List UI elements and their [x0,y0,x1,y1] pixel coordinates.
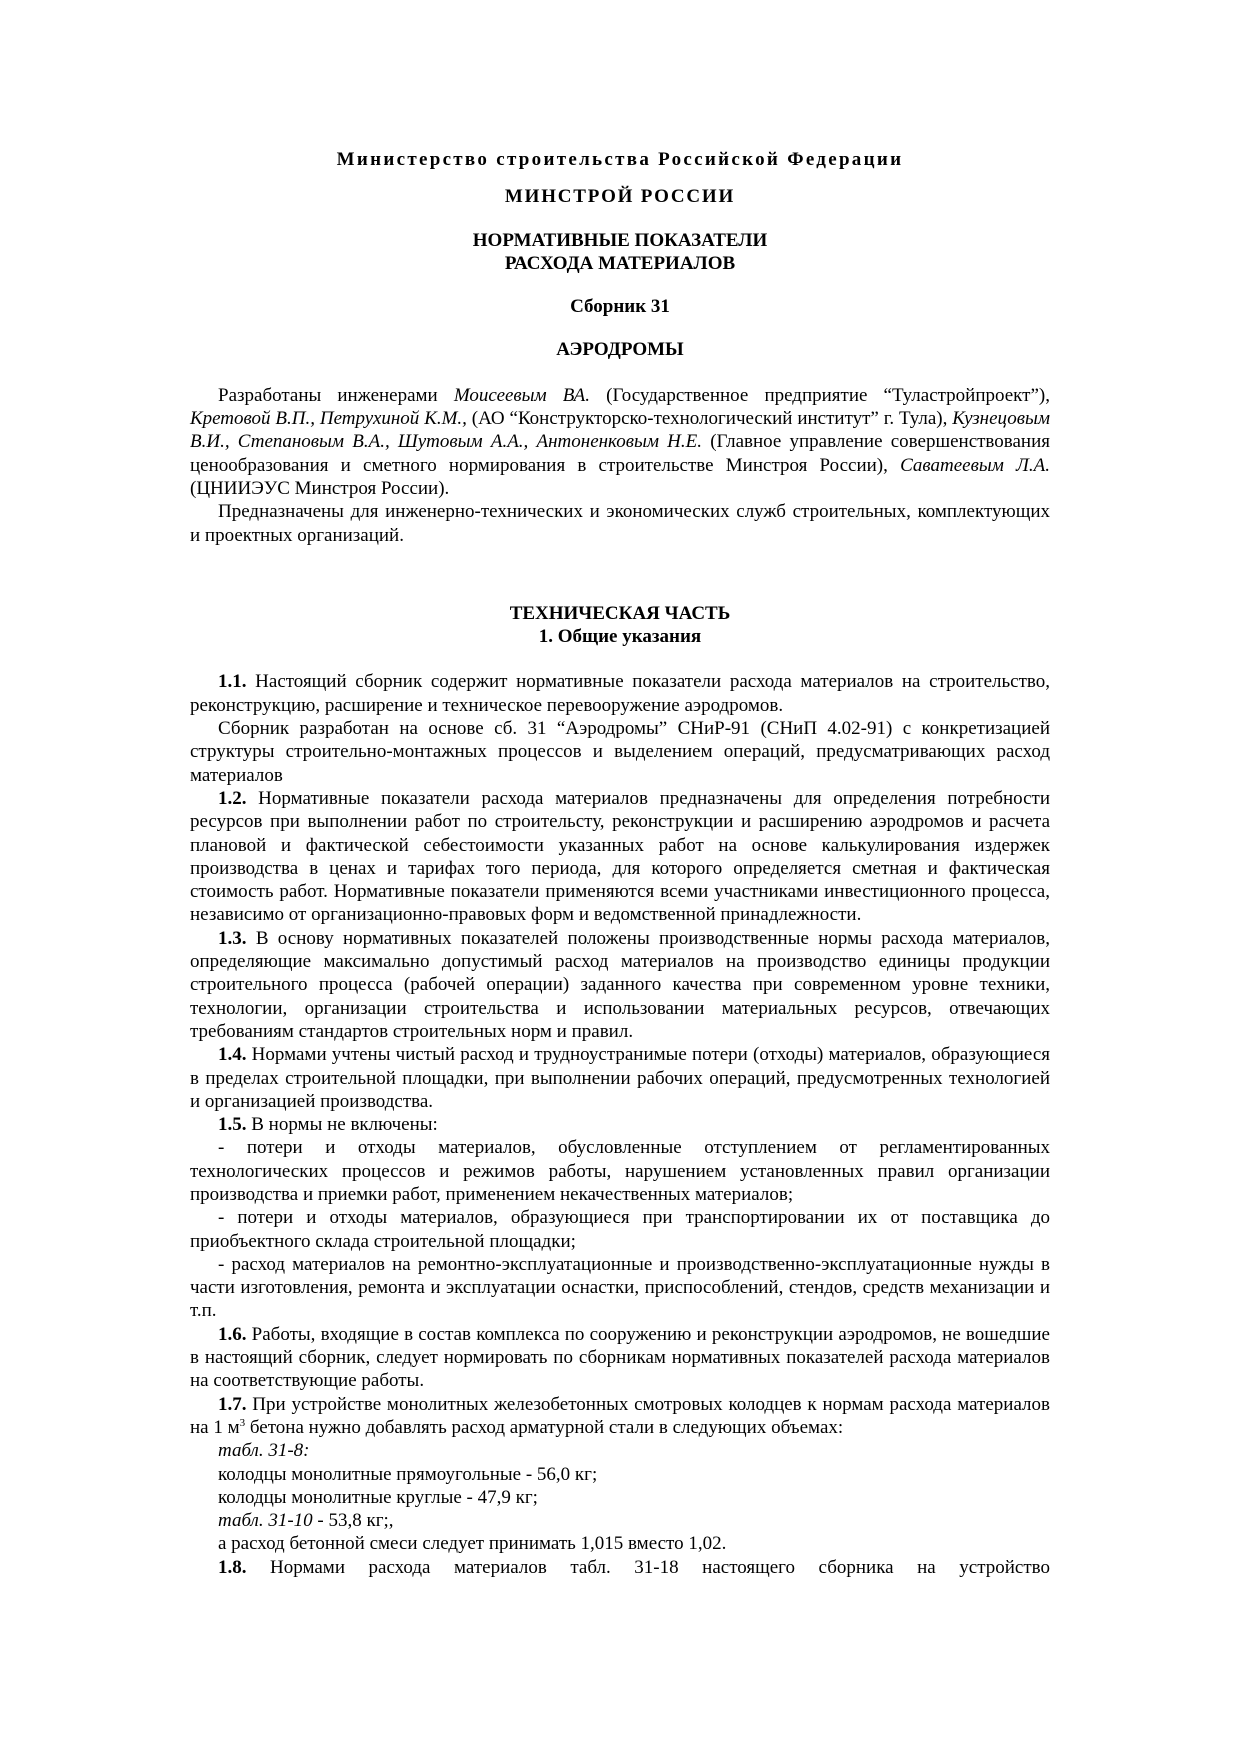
item-1-5-number: 1.5. [218,1114,247,1136]
item-1-3-text: В основу нормативных показателей положены производственные нормы расхода материалов, определяющие максимально допустимый расход материалов на производство единицы продукции строительного процесса (рабочей операции) заданного качества при современном уровне техники, технологии, организации строительства и использовании материальных ресурсов, отвечающих требованиям стандартов строительных норм и правил. [190,927,1050,1042]
developers-text-4: (Главное управление совершенствования ценообразования и сметного нормирования в строительстве Минстроя России), [190,431,1050,476]
cubic-superscript: 3 [239,1416,246,1429]
item-1-6 [190,1323,1050,1393]
item-1-5-dash-1: - потери и отходы материалов, обусловленные отступлением от регламентированных технологических процессов и режимов работы, нарушением установленных правил организации производства и приемки работ, применением некачественных материалов; [190,1137,1050,1205]
rect-wells-line: колодцы монолитные прямоугольные - 56,0 кг; [218,1463,598,1485]
developer-name-3: Кузнецовым В.И., Степановым В.А., Шутовым А.А., Антоненковым Н.Е. [190,408,1050,453]
developer-name-2: Кретовой В.П., Петрухиной К.М., [190,408,467,430]
round-wells-line: колодцы монолитные круглые - 47,9 кг; [218,1486,538,1508]
table-31-10-line [190,1509,1050,1532]
item-1-8-text: Нормами расхода материалов табл. 31-18 настоящего сборника на устройство [246,1556,1050,1578]
purpose-paragraph: Предназначены для инженерно-технических и экономических служб строительных, комплектующих и проектных организаций. [190,501,1050,546]
item-1-7 [190,1393,1050,1440]
item-1-5-dash-3: - расход материалов на ремонтно-эксплуатационные и производственно-эксплуатационные нужды в части изготовления, ремонта и эксплуатации оснастки, приспособлений, стендов, средств механизации и т.п. [190,1253,1050,1322]
item-1-3-number: 1.3. [218,927,247,949]
developers-text-5: (ЦНИИЭУС Минстроя России). [190,477,450,499]
developer-name-1: Моисеевым ВА. [453,384,591,406]
table-31-8-label: табл. 31-8: [218,1440,310,1462]
subject-heading: АЭРОДРОМЫ [556,339,684,361]
developers-paragraph [190,384,1050,500]
item-1-6-number: 1.6. [218,1323,247,1345]
ministry-heading: Министерство строительства Российской Федерации [336,149,904,170]
item-1-1-basis: Сборник разработан на основе сб. 31 “Аэродромы” СНиР-91 (СНиП 4.02-91) с конкретизацией структуры строительно-монтажных процессов и выделением операций, предусматривающих расход материалов [190,718,1050,786]
developers-text-1: Разработаны инженерами [218,384,454,406]
item-1-8-number: 1.8. [218,1556,247,1578]
item-1-5 [190,1113,1050,1136]
item-1-5-dash-2: - потери и отходы материалов, образующиеся при транспортировании их от поставщика до приобъектного склада строительной площадки; [190,1207,1050,1252]
title-line-2: РАСХОДА МАТЕРИАЛОВ [504,252,736,274]
developers-text-2: (Государственное предприятие “Туластройпроект”), [590,384,1050,406]
item-1-8 [190,1556,1050,1579]
item-1-5-text: В нормы не включены: [246,1114,438,1136]
item-1-2 [190,787,1050,927]
item-1-7-text-b: бетона нужно добавлять расход арматурной стали в следующих объемах: [245,1416,844,1438]
general-section-heading: 1. Общие указания [538,626,702,648]
item-1-6-text: Работы, входящие в состав комплекса по сооружению и реконструкции аэродромов, не вошедшие в настоящий сборник, следует нормировать по сборникам нормативных показателей расхода материалов на соответствующие работы. [190,1323,1050,1392]
developer-name-4: Саватеевым Л.А. [900,454,1050,476]
concrete-mix-line: а расход бетонной смеси следует принимать 1,015 вместо 1,02. [218,1533,727,1555]
developers-text-3: (АО “Конструкторско-технологический институт” г. Тула), [466,408,953,430]
collection-number: Сборник 31 [570,296,670,318]
item-1-7-text-a: При устройстве монолитных железобетонных смотровых колодцев к нормам расхода материалов на 1 м [190,1393,1050,1438]
item-1-1-text: Настоящий сборник содержит нормативные показатели расхода материалов на строительство, реконструкцию, расширение и техническое перевооружение аэродромов. [190,671,1050,716]
item-1-7-number: 1.7. [218,1393,247,1415]
table-31-10-value: - 53,8 кг;, [312,1510,394,1532]
title-line-1: НОРМАТИВНЫЕ ПОКАЗАТЕЛИ [472,229,768,251]
item-1-4 [190,1043,1050,1113]
tech-part-heading: ТЕХНИЧЕСКАЯ ЧАСТЬ [509,602,731,624]
table-31-10-label: табл. 31-10 [218,1510,313,1532]
item-1-2-number: 1.2. [218,787,247,809]
minstroy-heading: МИНСТРОЙ РОССИИ [504,186,736,208]
table-31-8-ref [190,1439,1050,1462]
item-1-4-number: 1.4. [218,1044,247,1066]
item-1-2-text: Нормативные показатели расхода материалов предназначены для определения потребности ресурсов при выполнении работ по строительсту, реконструкции и расширению аэродромов и расчета плановой и фактической себестоимости указанных работ на основе калькулирования издержек производства в ценах и тарифах того периода, для которого определяется сметная и фактическая стоимость работ. Нормативные показатели применяются всеми участниками инвестиционного процесса, независимо от организационно-правовых форм и ведомственной принадлежности. [190,787,1050,926]
item-1-1 [190,670,1050,717]
item-1-4-text: Нормами учтены чистый расход и трудноустранимые потери (отходы) материалов, образующиеся в пределах строительной площадки, при выполнении рабочих операций, предусмотренных технологией и организацией производства. [190,1044,1050,1112]
item-1-1-number: 1.1. [218,671,247,693]
item-1-3 [190,927,1050,1043]
